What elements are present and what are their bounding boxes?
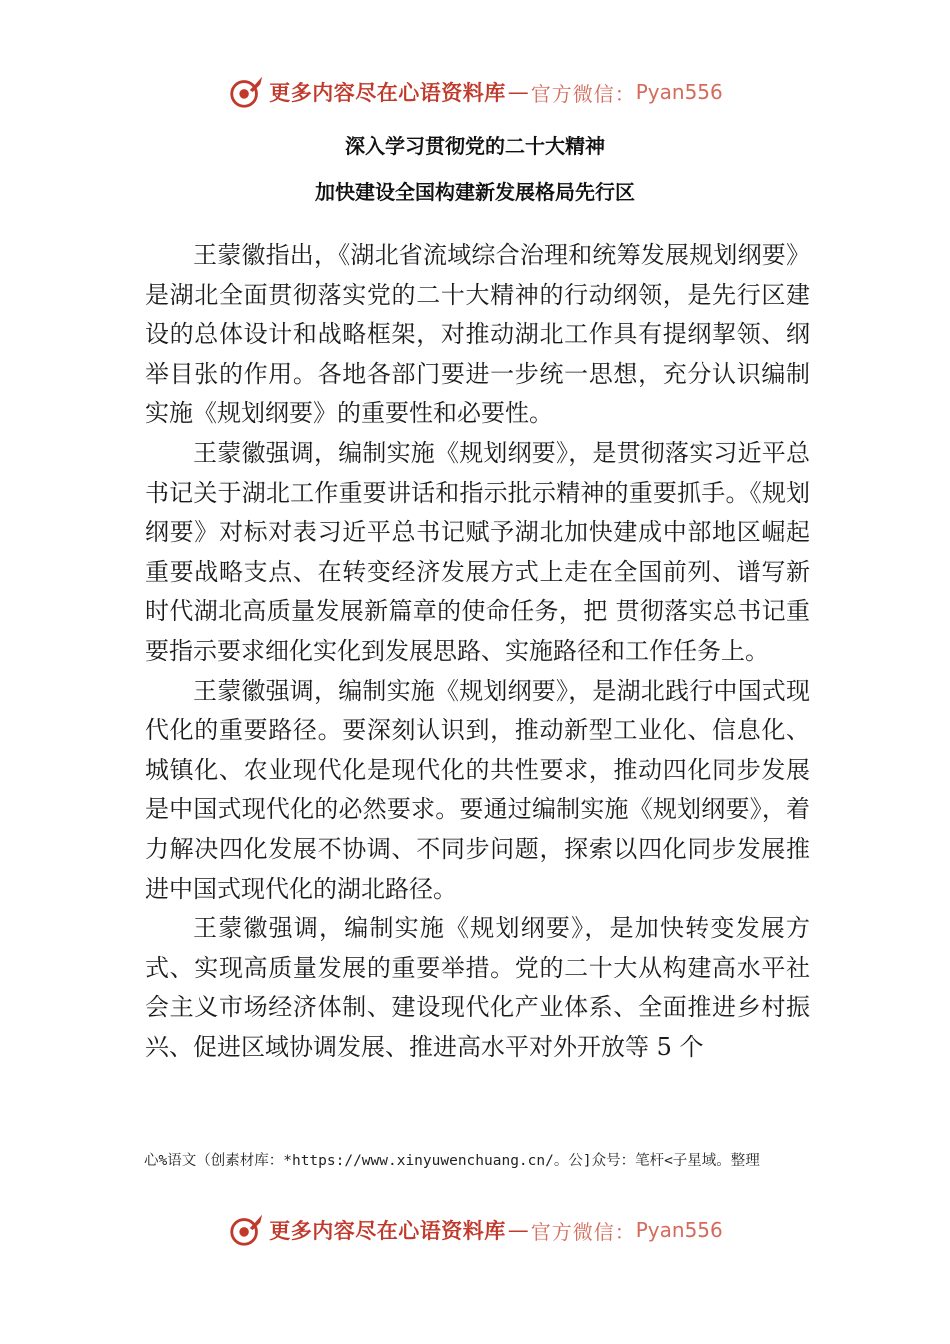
paragraph: 王蒙徽强调，编制实施《规划纲要》，是贯彻落实习近平总书记关于湖北工作重要讲话和指示批示精神的重要抓手。《规划纲要》对标对表习近平总书记赋予湖北加快建成中部地区崛起重要战略支点、在转变经济发展方式上走在全国前列、谱写新时代湖北高质量发展新篇章的使命任务，把 贯彻落实总书记重要指示要求细化实化到发展思路、实施路径和工作任务上。 (145, 438, 810, 665)
banner-wechat-label: 官方微信： (530, 81, 636, 106)
document-title-line-1: 深入学习贯彻党的二十大精神 (345, 134, 605, 158)
banner-wechat-id: Pyan556 (635, 80, 723, 104)
document-title-line-2: 加快建设全国构建新发展格局先行区 (315, 180, 635, 204)
quill-pen-logo-icon (227, 73, 265, 111)
document-body (145, 236, 810, 1067)
footer-source-note: 心%语文（创素材库：*https://www.xinyuwenchuang.cn/。公]众号：笔杆<子星域。整理 (144, 1153, 760, 1169)
paragraph: 王蒙徽指出，《湖北省流域综合治理和统筹发展规划纲要》是湖北全面贯彻落实党的二十大精神的行动纲领，是先行区建设的总体设计和战略框架，对推动湖北工作具有提纲挈领、纲举目张的作用。各地各部门要进一步统一思想，充分认识编制实施《规划纲要》的重要性和必要性。 (145, 241, 810, 428)
banner-dash: — (507, 80, 529, 104)
banner-main-text: 更多内容尽在心语资料库 (269, 80, 506, 105)
header-banner (0, 70, 950, 114)
quill-pen-logo-icon (227, 1211, 265, 1249)
banner-dash: — (507, 1218, 529, 1242)
banner-main-text: 更多内容尽在心语资料库 (269, 1218, 506, 1243)
footer-banner (0, 1208, 950, 1252)
paragraph: 王蒙徽强调，编制实施《规划纲要》，是加快转变发展方式、实现高质量发展的重要举措。党的二十大从构建高水平社会主义市场经济体制、建设现代化产业体系、全面推进乡村振兴、促进区域协调发展、推进高水平对外开放等 5 个 (145, 914, 810, 1061)
banner-wechat-id: Pyan556 (635, 1218, 723, 1242)
banner-wechat-label: 官方微信： (530, 1219, 636, 1244)
paragraph: 王蒙徽强调，编制实施《规划纲要》，是湖北践行中国式现代化的重要路径。要深刻认识到，推动新型工业化、信息化、城镇化、农业现代化是现代化的共性要求，推动四化同步发展是中国式现代化的必然要求。要通过编制实施《规划纲要》，着力解决四化发展不协调、不同步问题，探索以四化同步发展推进中国式现代化的湖北路径。 (145, 676, 810, 903)
